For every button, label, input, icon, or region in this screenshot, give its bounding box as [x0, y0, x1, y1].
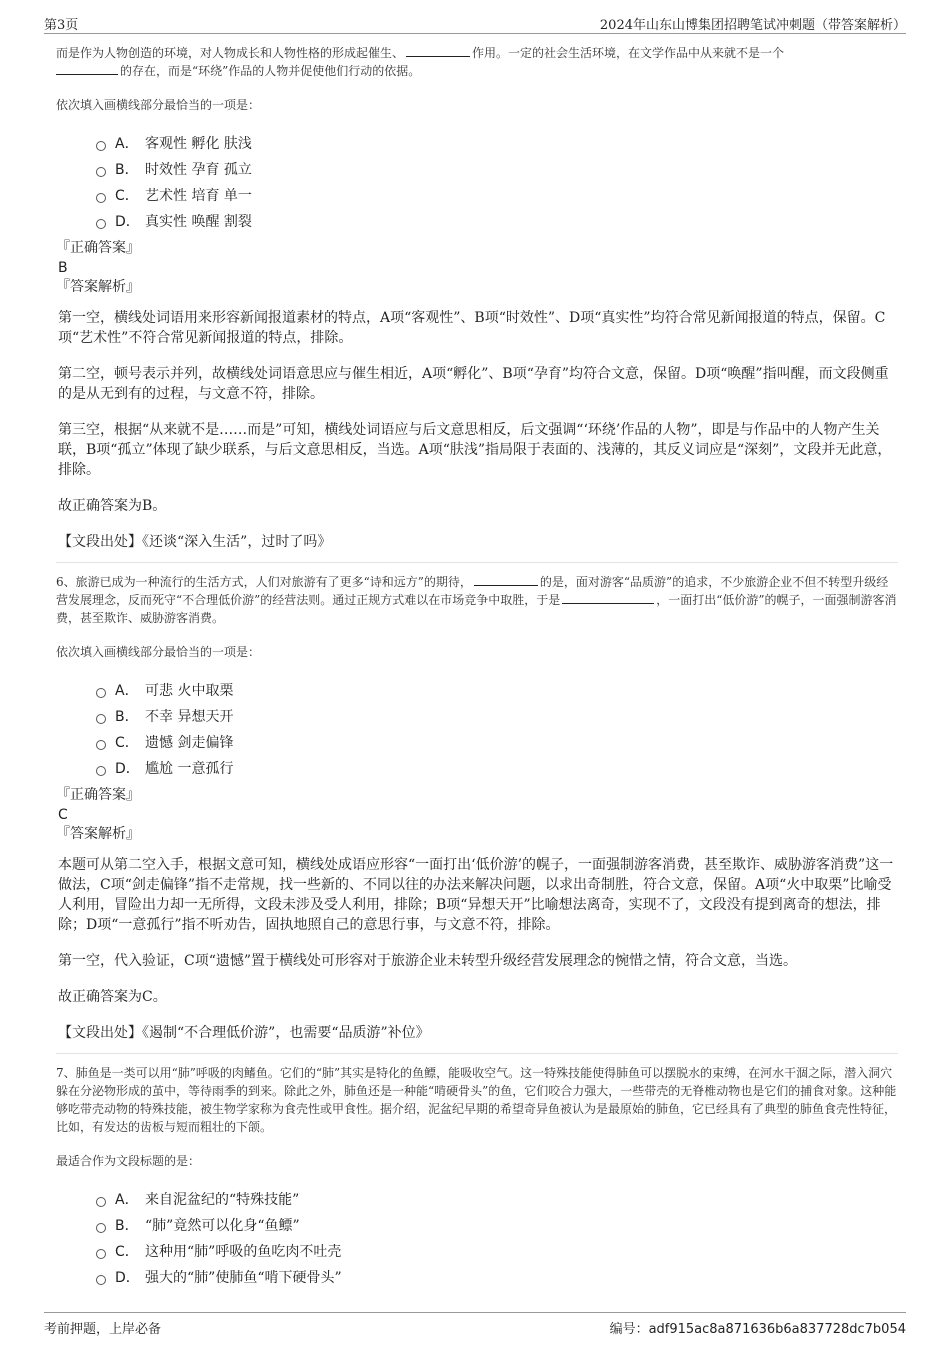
separator [56, 562, 898, 563]
radio-icon[interactable] [96, 219, 106, 229]
q7-option-c[interactable] [96, 1238, 898, 1264]
q5-passage-part: 的存在，而是“环绕”作品的人物并促使他们行动的依据。 [120, 64, 421, 78]
q5-passage [56, 44, 898, 80]
q5-option-c[interactable] [96, 182, 898, 208]
radio-icon[interactable] [96, 714, 106, 724]
q7-options [96, 1186, 898, 1290]
q5-blank-2 [406, 44, 470, 57]
option-text: 来自泥盆纪的“特殊技能” [145, 1192, 300, 1208]
q6-analysis-1: 本题可从第二空入手，根据文意可知，横线处成语应形容“一面打出‘低价游’的幌子，一面强制游客消费，甚至欺诈、威胁游客消费”这一做法，C项“剑走偏锋”指不走常规，找一些新的、不同以往的办法来解决问题，以求出奇制胜，符合文意，保留。A项“火中取栗”比喻受人利用，冒险出力却一无所得，文段未涉及受人利用，排除；B项“异想天开”比喻想法离奇，实现不了，文段没有提到离奇的想法，排除；D项“一意孤行”指不听劝告，固执地照自己的意思行事，与文意不符，排除。 [58, 857, 894, 933]
option-text: 客观性 孵化 肤浅 [145, 136, 252, 152]
option-text: 这种用“肺”呼吸的鱼吃肉不吐壳 [145, 1244, 342, 1260]
q6-passage [56, 573, 898, 627]
q5-analysis-3: 第三空，根据“从来就不是……而是”可知，横线处词语应与后文意思相反，后文强调“‘环绕’作品的人物”，即是与作品中的人物产生关联，B项“孤立”体现了缺少联系，与后文意思相反，当选。A项“肤浅”指局限于表面的、浅薄的，其反义词应是“深刻”，文段并无此意，排除。 [58, 422, 892, 478]
option-letter: B． [115, 1218, 139, 1234]
option-letter: D． [115, 214, 140, 230]
radio-icon[interactable] [96, 193, 106, 203]
radio-icon[interactable] [96, 766, 106, 776]
option-letter: D． [115, 761, 140, 777]
q5-prompt: 依次填入画横线部分最恰当的一项是： [56, 98, 261, 112]
q7-passage: 7、肺鱼是一类可以用“肺”呼吸的肉鳍鱼。它们的“肺”其实是特化的鱼鳔，能吸收空气。这一特殊技能使得肺鱼可以摆脱水的束缚，在河水干涸之际，潜入洞穴躲在分泌物形成的茧中，等待雨季的到来。除此之外，肺鱼还是一种能“啃硬骨头”的鱼，它们咬合力强大，一些带壳的无脊椎动物也是它们的捕食对象。这种能够吃带壳动物的特殊技能，被生物学家称为食壳性或甲食性。据介绍，泥盆纪早期的希望奇异鱼被认为是最原始的肺鱼，它已经具有了典型的肺鱼食壳性特征，比如，有发达的齿板与短而粗壮的下颌。 [56, 1066, 897, 1134]
option-text: 遗憾 剑走偏锋 [145, 735, 234, 751]
option-text: 不幸 异想天开 [145, 709, 234, 725]
q6-passage-part: ，一面打出“低价游”的幌子，一面强制游客消费，甚至欺诈、威胁游客消费。 [56, 593, 897, 625]
radio-icon[interactable] [96, 1249, 106, 1259]
option-text: 时效性 孕育 孤立 [145, 162, 252, 178]
q5-option-b[interactable] [96, 156, 898, 182]
q6-analysis-label: 『答案解析』 [56, 826, 140, 842]
option-text: 可悲 火中取栗 [145, 683, 234, 699]
option-letter: B． [115, 709, 139, 725]
q5-blank-3 [56, 62, 118, 75]
radio-icon[interactable] [96, 167, 106, 177]
q5-analysis-label: 『答案解析』 [56, 279, 140, 295]
page-header [0, 0, 950, 34]
option-letter: A． [115, 1192, 139, 1208]
q5-answer-label: 『正确答案』 [56, 240, 140, 256]
page-footer [0, 1308, 950, 1345]
q5-passage-part: 作用。一定的社会生活环境，在文学作品中从来就不是一个 [472, 46, 785, 60]
q6-source: 【文段出处】《遏制“不合理低价游”，也需要“品质游”补位》 [58, 1025, 430, 1041]
option-text: “肺”竟然可以化身“鱼鳔” [145, 1218, 300, 1234]
q6-blank-2 [562, 591, 654, 604]
q7-option-d[interactable] [96, 1264, 898, 1290]
option-text: 真实性 唤醒 割裂 [145, 214, 252, 230]
q6-options [96, 677, 898, 781]
q6-prompt: 依次填入画横线部分最恰当的一项是： [56, 645, 261, 659]
option-letter: C． [115, 735, 139, 751]
q6-passage-part: 6、旅游已成为一种流行的生活方式，人们对旅游有了更多“诗和远方”的期待， [56, 575, 472, 589]
q6-analysis-2: 第一空，代入验证，C项“遗憾”置于横线处可形容对于旅游企业未转型升级经营发展理念的惋惜之情，符合文意，当选。 [58, 953, 798, 969]
q6-option-d[interactable] [96, 755, 898, 781]
q5-option-d[interactable] [96, 208, 898, 234]
document-title: 2024年山东山博集团招聘笔试冲刺题（带答案解析） [599, 18, 906, 33]
footer-rule [44, 1312, 906, 1313]
q6-option-c[interactable] [96, 729, 898, 755]
q5-analysis-1: 第一空，横线处词语用来形容新闻报道素材的特点，A项“客观性”、B项“时效性”、D项“真实性”均符合常见新闻报道的特点，保留。C项“艺术性”不符合常见新闻报道的特点，排除。 [58, 310, 886, 346]
q5-options [96, 130, 898, 234]
document-id: 编号：adf915ac8a871636b6a837728dc7b054 [609, 1322, 906, 1337]
separator [56, 1053, 898, 1054]
option-letter: A． [115, 136, 139, 152]
option-text: 艺术性 培育 单一 [145, 188, 252, 204]
q6-option-b[interactable] [96, 703, 898, 729]
option-letter: C． [115, 188, 139, 204]
q5-passage-part: 而是作为人物创造的环境，对人物成长和人物性格的形成起催生、 [56, 46, 405, 60]
q6-option-a[interactable] [96, 677, 898, 703]
option-text: 尴尬 一意孤行 [145, 761, 234, 777]
page-content [56, 44, 898, 1290]
q6-answer-label: 『正确答案』 [56, 787, 140, 803]
q7-option-b[interactable] [96, 1212, 898, 1238]
q5-analysis-2: 第二空，顿号表示并列，故横线处词语意思应与催生相近，A项“孵化”、B项“孕育”均符合文意，保留。D项“唤醒”指叫醒，而文段侧重的是从无到有的过程，与文意不符，排除。 [58, 366, 889, 402]
option-letter: A． [115, 683, 139, 699]
q5-analysis-4: 故正确答案为B。 [58, 498, 167, 514]
q5-option-a[interactable] [96, 130, 898, 156]
q5-answer: B [58, 260, 68, 276]
q6-passage-part: 的是，面对游客“品质游”的追求，不少旅游企业不但不转型升级经营发展理念，反而死守“不合理低价游”的经营法则。通过正规方式难以在市场竞争中取胜，于是 [56, 575, 889, 607]
q6-answer: C [58, 807, 68, 823]
q6-blank-1 [474, 573, 538, 586]
radio-icon[interactable] [96, 740, 106, 750]
option-letter: B． [115, 162, 139, 178]
option-letter: D． [115, 1270, 140, 1286]
radio-icon[interactable] [96, 141, 106, 151]
radio-icon[interactable] [96, 1197, 106, 1207]
option-text: 强大的“肺”使肺鱼“啃下硬骨头” [145, 1270, 342, 1286]
radio-icon[interactable] [96, 688, 106, 698]
radio-icon[interactable] [96, 1275, 106, 1285]
header-rule [44, 33, 906, 34]
q5-source: 【文段出处】《还谈“深入生活”，过时了吗》 [58, 534, 332, 550]
page-number: 第3页 [44, 18, 79, 33]
q7-prompt: 最适合作为文段标题的是： [56, 1154, 201, 1168]
q7-option-a[interactable] [96, 1186, 898, 1212]
footer-slogan: 考前押题，上岸必备 [44, 1322, 162, 1337]
q6-analysis-3: 故正确答案为C。 [58, 989, 167, 1005]
radio-icon[interactable] [96, 1223, 106, 1233]
option-letter: C． [115, 1244, 139, 1260]
